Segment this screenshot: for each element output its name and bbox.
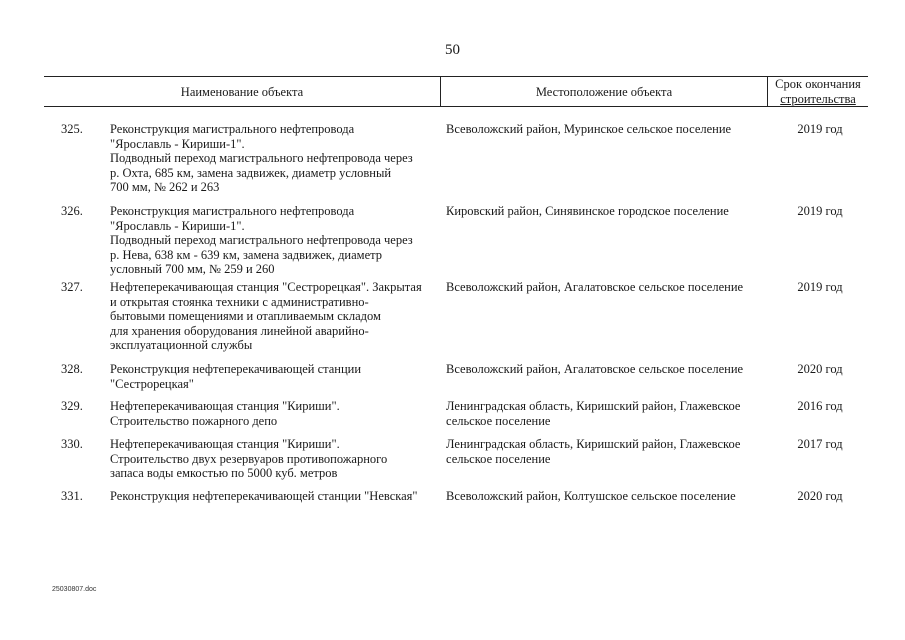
header-top-rule (44, 76, 868, 77)
object-location: Всеволожский район, Агалатовское сельское поселение (446, 362, 744, 376)
header-deadline-line1: Срок окончания (775, 77, 861, 91)
completion-year: 2020 год (797, 489, 843, 503)
object-name: Реконструкция магистрального нефтепровода "Ярославль - Кириши-1". Подводный переход магистрального нефтепровода через р. Нева, 638 км - 639 км, замена задвижек, диаметр условный 700 мм, № 259 и 260 (110, 204, 413, 276)
completion-year: 2020 год (797, 362, 843, 376)
page-number: 50 (445, 42, 460, 58)
object-location: Кировский район, Синявинское городское поселение (446, 204, 729, 218)
object-location: Всеволожский район, Колтушское сельское поселение (446, 489, 736, 503)
object-name: Нефтеперекачивающая станция "Кириши". Строительство двух резервуаров противопожарного запаса воды емкостью по 5000 куб. метров (110, 437, 388, 480)
completion-year: 2019 год (797, 122, 843, 136)
header-location: Местоположение объекта (535, 85, 673, 99)
header-name: Наименование объекта (180, 85, 304, 99)
row-number: 331. (61, 489, 83, 503)
object-name: Нефтеперекачивающая станция "Кириши". Строительство пожарного депо (110, 399, 340, 428)
completion-year: 2017 год (797, 437, 843, 451)
row-number: 327. (61, 280, 83, 294)
row-number: 325. (61, 122, 83, 136)
object-name: Реконструкция нефтеперекачивающей станции "Невская" (110, 489, 418, 503)
completion-year: 2019 год (797, 204, 843, 218)
object-location: Всеволожский район, Агалатовское сельское поселение (446, 280, 744, 294)
object-location: Ленинградская область, Киришский район, Глажевское сельское поселение (446, 399, 741, 428)
object-location: Всеволожский район, Муринское сельское поселение (446, 122, 732, 136)
object-name: Реконструкция нефтеперекачивающей станции "Сестрорецкая" (110, 362, 362, 391)
object-name: Реконструкция магистрального нефтепровода "Ярославль - Кириши-1". Подводный переход магистрального нефтепровода через р. Охта, 685 км, замена задвижек, диаметр условный 700 мм, № 262 и 263 (110, 122, 413, 194)
row-number: 328. (61, 362, 83, 376)
completion-year: 2019 год (797, 280, 843, 294)
completion-year: 2016 год (797, 399, 843, 413)
row-number: 330. (61, 437, 83, 451)
header-bottom-rule (44, 106, 868, 107)
document-code: 25030807.doc (52, 586, 97, 593)
object-name: Нефтеперекачивающая станция "Сестрорецкая". Закрытая и открытая стоянка техники с административно- бытовыми помещениями и отапливаемым складом для хранения оборудования линейной аварийно- эксплуатационной службы (110, 280, 422, 352)
row-number: 329. (61, 399, 83, 413)
object-location: Ленинградская область, Киришский район, Глажевское сельское поселение (446, 437, 741, 466)
row-number: 326. (61, 204, 83, 218)
header-deadline (768, 77, 868, 107)
header-deadline-line2: строительства (780, 92, 856, 106)
